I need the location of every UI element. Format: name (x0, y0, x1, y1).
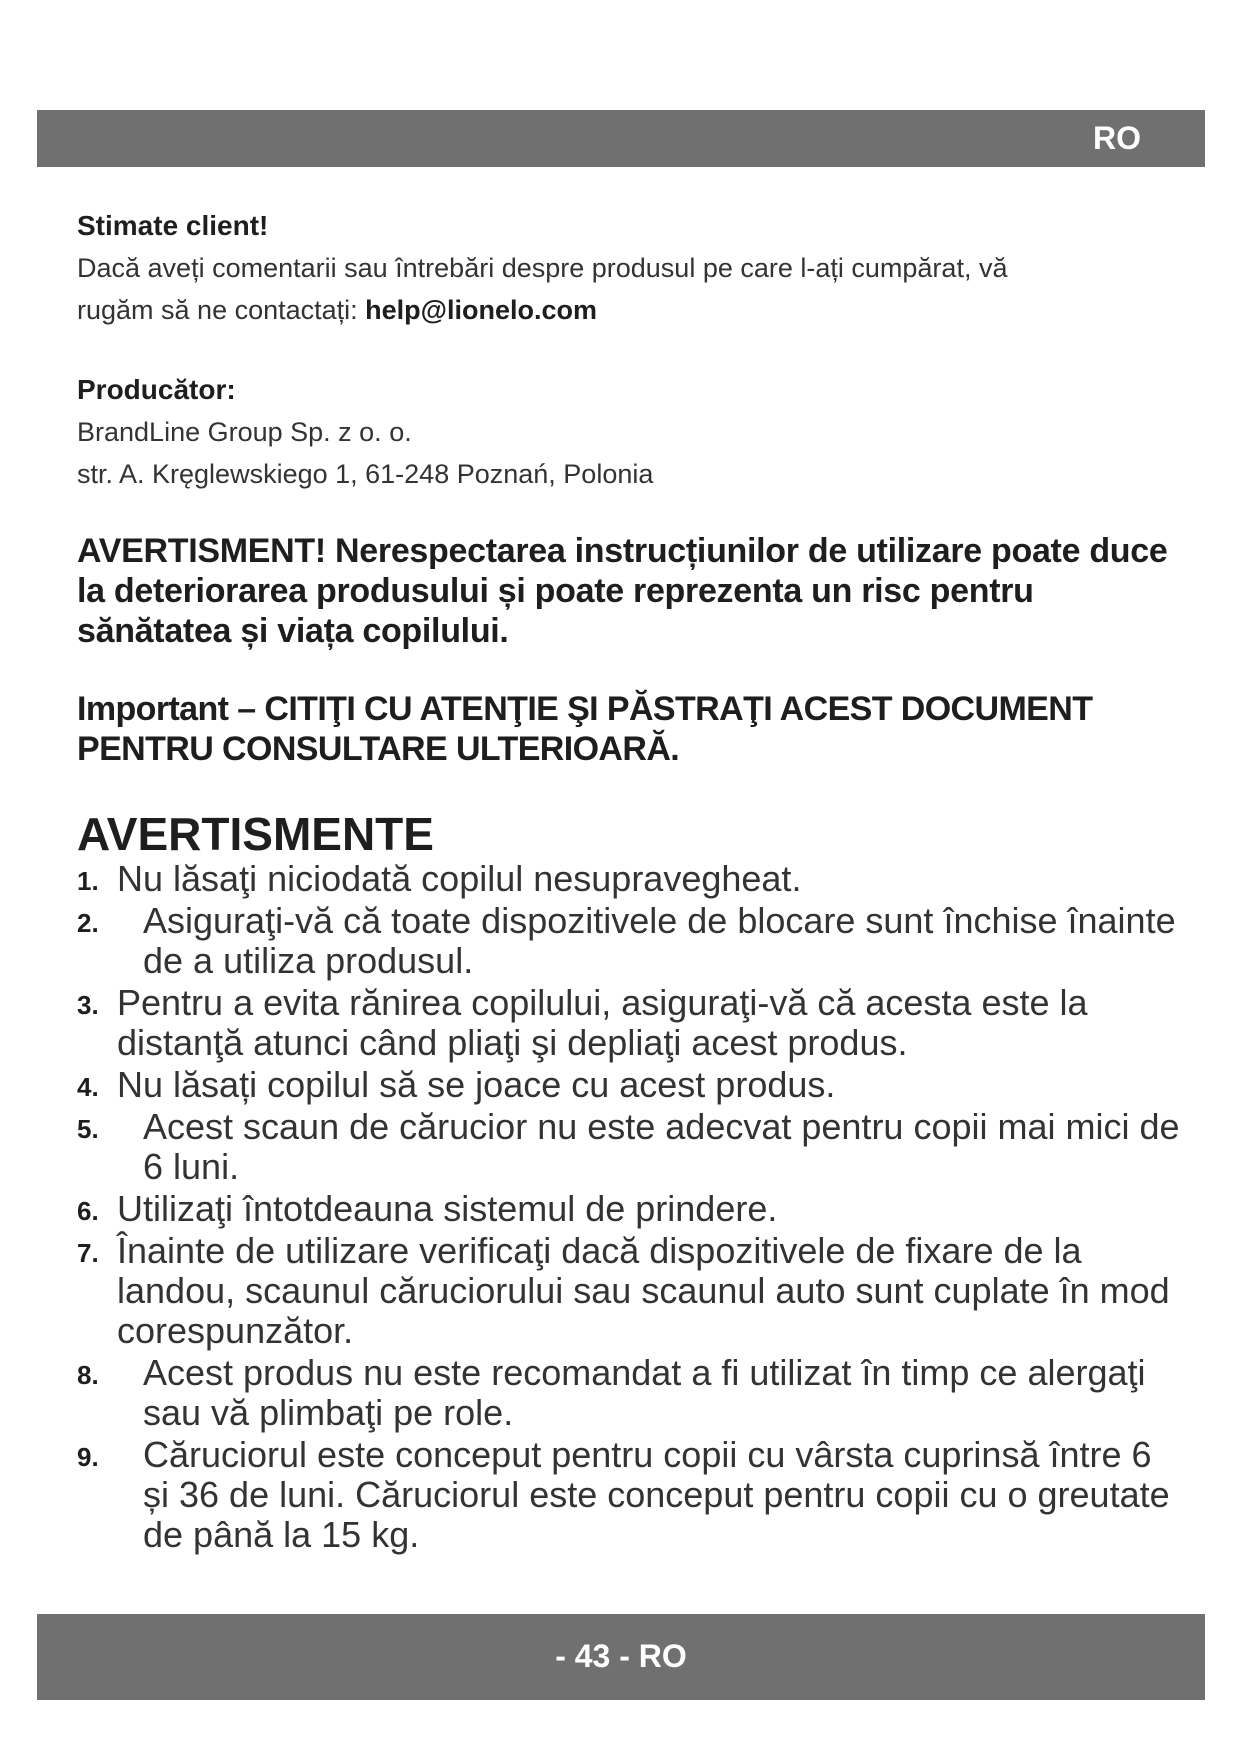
language-label: RO (1093, 120, 1141, 156)
producer-address: str. A. Kręglewskiego 1, 61-248 Poznań, Polonia (77, 459, 654, 489)
list-item-number: 2. (77, 908, 99, 938)
list-item-number: 6. (77, 1196, 99, 1226)
list-item-number: 1. (77, 866, 99, 896)
producer-block (77, 369, 1187, 495)
list-item-text: Nu lăsați copilul să se joace cu acest produs. (117, 1064, 836, 1105)
list-item-text: Utilizaţi întotdeauna sistemul de prindere. (117, 1188, 778, 1229)
header-bar (37, 110, 1205, 167)
section-heading: AVERTISMENTE (77, 808, 434, 860)
list-item-number: 7. (77, 1238, 99, 1268)
greeting-title: Stimate client! (77, 210, 269, 241)
list-item-text: Asiguraţi-vă că toate dispozitivele de blocare sunt închise înainte de a utiliza produsul. (143, 900, 1176, 981)
list-item-number: 8. (77, 1360, 99, 1390)
list-item-text: Înainte de utilizare verificaţi dacă dispozitivele de fixare de la landou, scaunul căruciorului sau scaunul auto sunt cuplate în mod corespunzător. (117, 1230, 1170, 1351)
contact-email[interactable]: help@lionelo.com (365, 295, 598, 325)
list-item (77, 859, 1187, 899)
list-item (77, 1065, 1187, 1105)
list-item (77, 1353, 1187, 1433)
list-item-text: Acest produs nu este recomandat a fi utilizat în timp ce alergaţi sau vă plimbaţi pe role. (143, 1352, 1146, 1433)
list-item-text: Pentru a evita rănirea copilului, asiguraţi-vă că acesta este la distanţă atunci când pliaţi şi depliaţi acest produs. (117, 982, 1088, 1063)
list-item-text: Acest scaun de cărucior nu este adecvat pentru copii mai mici de 6 luni. (143, 1106, 1180, 1187)
important-notice: Important – CITIŢI CU ATENŢIE ŞI PĂSTRAŢI ACEST DOCUMENT PENTRU CONSULTARE ULTERIOARĂ. (77, 690, 1093, 768)
page-number: - 43 - RO (555, 1638, 687, 1674)
list-item (77, 1189, 1187, 1229)
warnings-list (77, 859, 1187, 1555)
list-item (77, 1107, 1187, 1187)
page-content (77, 205, 1187, 1557)
greeting-line-2-prefix: rugăm să ne contactați: (77, 295, 366, 325)
list-item (77, 1435, 1187, 1555)
list-item-number: 5. (77, 1114, 99, 1144)
list-item (77, 983, 1187, 1063)
list-item-number: 3. (77, 990, 99, 1020)
producer-company: BrandLine Group Sp. z o. o. (77, 417, 412, 447)
list-item-number: 9. (77, 1442, 99, 1472)
producer-title: Producător: (77, 374, 236, 405)
list-item-number: 4. (77, 1072, 99, 1102)
warning-notice: AVERTISMENT! Nerespectarea instrucțiunilor de utilizare poate duce la deteriorarea produsului și poate reprezenta un risc pentru sănătatea și viața copilului. (77, 532, 1168, 650)
list-item-text: Nu lăsaţi niciodată copilul nesupravegheat. (117, 858, 802, 899)
greeting-line-2 (77, 289, 1187, 331)
greeting-line-1: Dacă aveți comentarii sau întrebări despre produsul pe care l-ați cumpărat, vă (77, 253, 1008, 283)
footer-bar (37, 1614, 1205, 1700)
list-item (77, 901, 1187, 981)
list-item-text: Căruciorul este conceput pentru copii cu vârsta cuprinsă între 6 și 36 de luni. Căruciorul este conceput pentru copii cu o greutate de până la 15 kg. (143, 1434, 1170, 1555)
list-item (77, 1231, 1187, 1351)
